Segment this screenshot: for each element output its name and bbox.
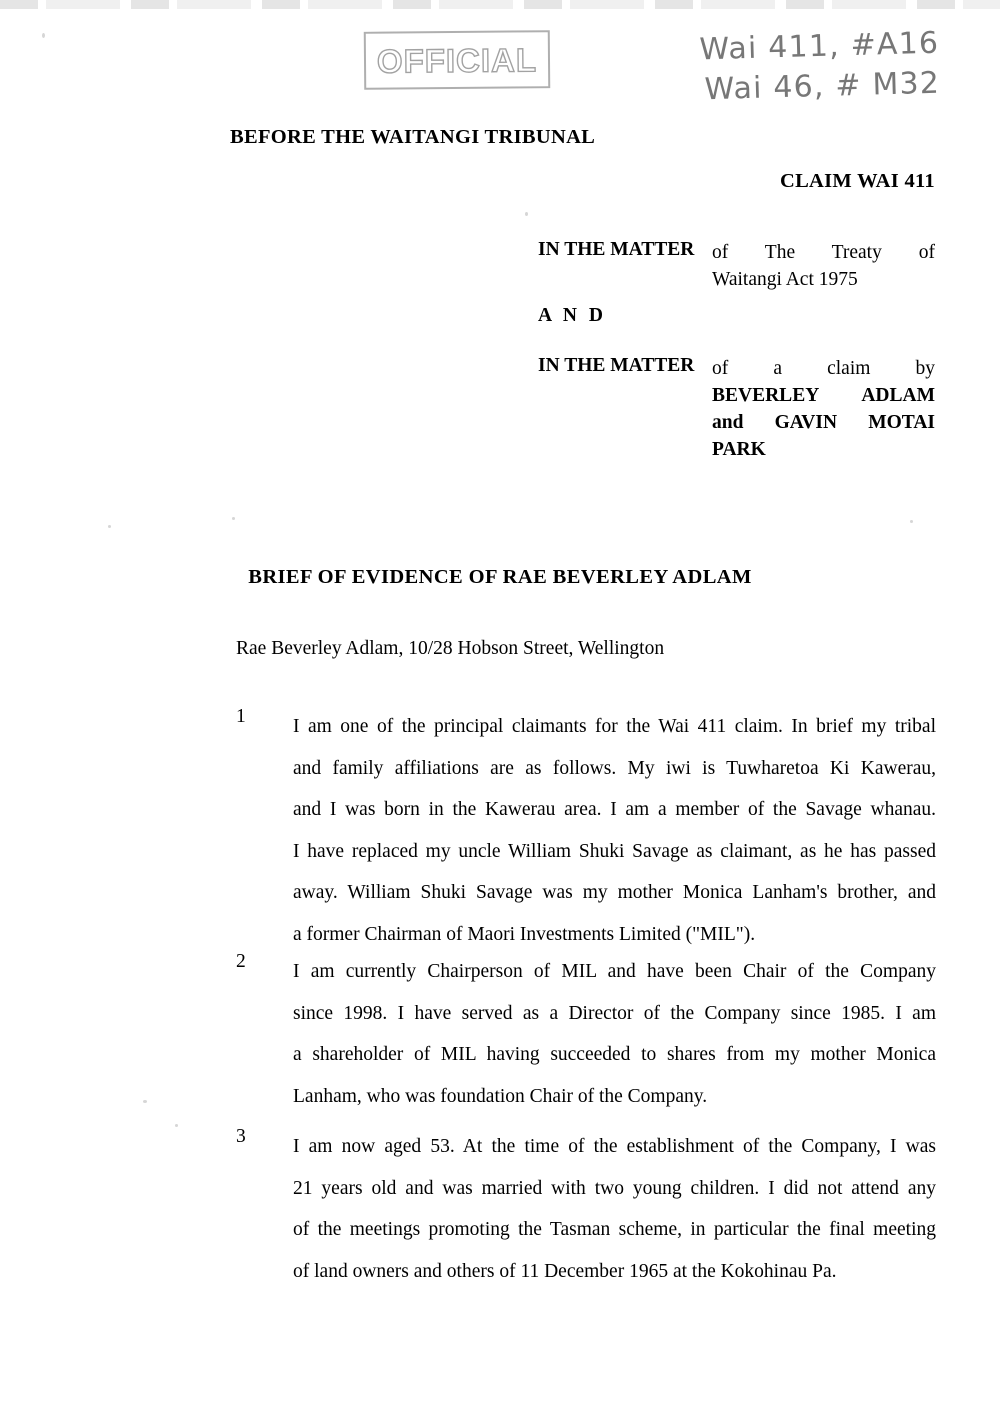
archive-reference-line-2: Wai 46, # M32 — [704, 65, 941, 108]
official-stamp-label: OFFICIAL — [376, 40, 538, 80]
scan-speck — [910, 520, 913, 523]
scan-speck — [42, 33, 45, 38]
handwritten-archive-reference — [699, 24, 941, 111]
matter-line: Waitangi Act 1975 — [712, 269, 858, 290]
paragraph-line: and family affiliations are as follows. My iwi is Tuwharetoa Ki Kawerau, — [293, 757, 936, 779]
matter-body — [712, 355, 935, 463]
tribunal-heading: BEFORE THE WAITANGI TRIBUNAL — [230, 126, 596, 148]
deponent-address: Rae Beverley Adlam, 10/28 Hobson Street, Wellington — [236, 638, 665, 659]
paragraph-text — [293, 951, 936, 1117]
paragraph-line: I have replaced my uncle William Shuki Savage as claimant, as he has passed — [293, 840, 936, 862]
scan-speck — [143, 1100, 147, 1103]
scan-edge-artifact — [0, 0, 1000, 9]
paragraph-number: 1 — [236, 706, 246, 727]
official-stamp — [364, 30, 550, 90]
matter-line: of The Treaty of — [712, 242, 935, 263]
scan-speck — [175, 1124, 178, 1127]
matter-line: and GAVIN MOTAI — [712, 412, 935, 433]
paragraph-line: and I was born in the Kawerau area. I am a member of the Savage whanau. — [293, 799, 936, 820]
scan-speck — [108, 525, 111, 528]
paragraph-line: a shareholder of MIL having succeeded to shares from my mother Monica — [293, 1044, 936, 1065]
and-conjunction: A N D — [538, 305, 607, 326]
matter-body — [712, 239, 935, 293]
paragraph-line: a former Chairman of Maori Investments Limited ("MIL"). — [293, 923, 756, 945]
paragraph-line: I am now aged 53. At the time of the establishment of the Company, I was — [293, 1136, 936, 1157]
archive-reference-line-1: Wai 411, #A16 — [698, 25, 940, 68]
paragraph-line: since 1998. I have served as a Director of the Company since 1985. I am — [293, 1002, 936, 1024]
claim-number: CLAIM WAI 411 — [779, 170, 935, 192]
paragraph-text — [293, 706, 936, 955]
paragraph-number: 3 — [236, 1126, 246, 1147]
matter-label: IN THE MATTER — [538, 355, 695, 376]
paragraph-line: of the meetings promoting the Tasman scheme, in particular the final meeting — [293, 1219, 936, 1240]
paragraph-line: Lanham, who was foundation Chair of the Company. — [293, 1085, 708, 1107]
matter-label: IN THE MATTER — [538, 239, 695, 260]
paragraph-number: 2 — [236, 951, 246, 972]
matter-line: PARK — [712, 439, 766, 460]
paragraph-line: I am one of the principal claimants for the Wai 411 claim. In brief my tribal — [293, 716, 936, 737]
matter-line: of a claim by — [712, 358, 935, 379]
paragraph-line: 21 years old and was married with two young children. I did not attend any — [293, 1177, 936, 1199]
page-title: BRIEF OF EVIDENCE OF RAE BEVERLEY ADLAM — [248, 566, 752, 588]
paragraph-line: of land owners and others of 11 December 1965 at the Kokohinau Pa. — [293, 1260, 837, 1282]
scan-speck — [232, 517, 235, 520]
matter-line: BEVERLEY ADLAM — [712, 385, 935, 406]
scan-speck — [525, 212, 528, 216]
paragraph-line: away. William Shuki Savage was my mother Monica Lanham's brother, and — [293, 882, 936, 903]
paragraph-line: I am currently Chairperson of MIL and have been Chair of the Company — [293, 961, 936, 982]
paragraph-text — [293, 1126, 936, 1292]
